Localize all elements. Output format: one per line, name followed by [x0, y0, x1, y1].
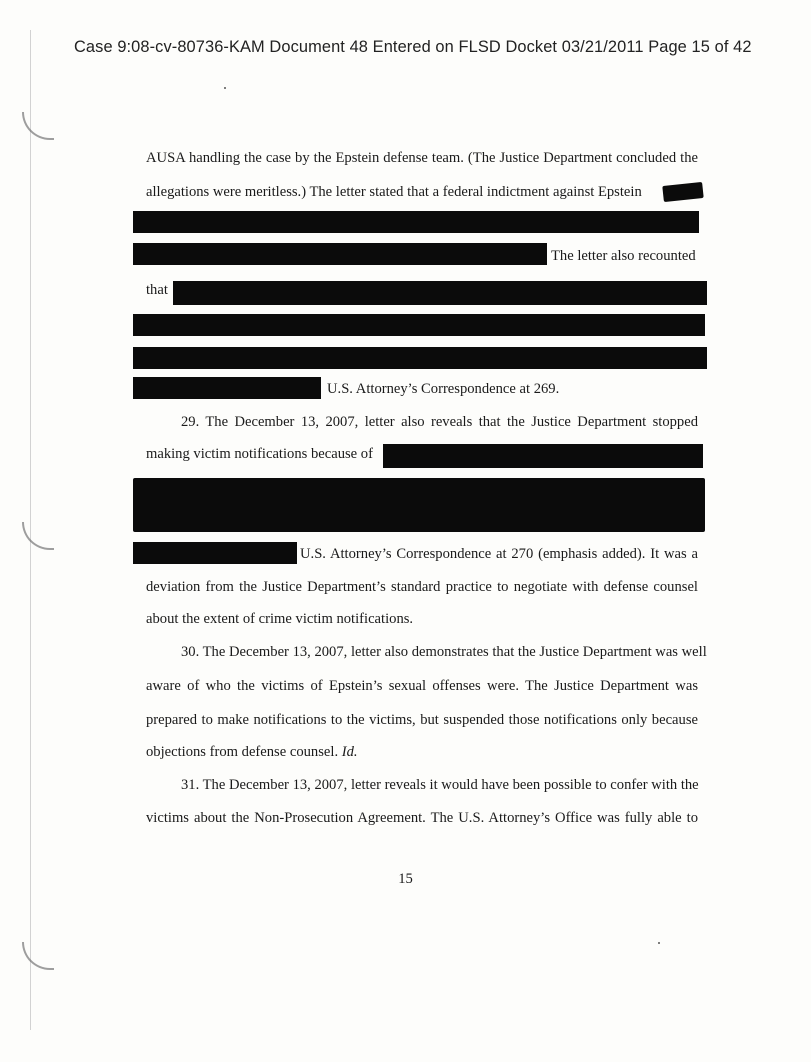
paragraph-31-line: 31. The December 13, 2007, letter reveals it would have been possible to confer with the	[181, 777, 699, 793]
redaction-block	[133, 542, 297, 564]
paragraph-29-line: making victim notifications because of	[146, 446, 373, 462]
paragraph-30-line: 30. The December 13, 2007, letter also demonstrates that the Justice Department was well	[181, 644, 707, 660]
paragraph-30-text: objections from defense counsel.	[146, 744, 339, 760]
redaction-block	[662, 182, 703, 202]
paragraph-30-line: prepared to make notifications to the victims, but suspended those notifications only because	[146, 712, 698, 728]
redaction-block	[133, 478, 705, 532]
scan-speck	[658, 942, 660, 944]
redaction-block	[133, 243, 547, 265]
docket-header: Case 9:08-cv-80736-KAM Document 48 Entered on FLSD Docket 03/21/2011 Page 15 of 42	[74, 38, 752, 56]
paragraph-30-line	[146, 743, 358, 761]
scan-speck	[224, 87, 226, 89]
paragraph-29-line: U.S. Attorney’s Correspondence at 270 (emphasis added). It was a	[300, 546, 698, 562]
paragraph-29-line: 29. The December 13, 2007, letter also reveals that the Justice Department stopped	[181, 414, 698, 430]
redaction-block	[133, 347, 707, 369]
redaction-block	[133, 211, 699, 233]
page-number: 15	[398, 871, 413, 887]
paragraph-31-line: victims about the Non-Prosecution Agreement. The U.S. Attorney’s Office was fully able to	[146, 810, 698, 826]
citation-id: Id.	[341, 744, 358, 760]
redaction-block	[383, 444, 703, 468]
redaction-block	[173, 281, 707, 305]
binder-hole	[22, 522, 54, 550]
paragraph-30-line: aware of who the victims of Epstein’s sexual offenses were. The Justice Department was	[146, 678, 698, 694]
body-line: U.S. Attorney’s Correspondence at 269.	[327, 381, 560, 397]
body-line: that	[146, 282, 168, 298]
body-line: allegations were meritless.) The letter stated that a federal indictment against Epstein	[146, 184, 642, 200]
redaction-block	[133, 377, 321, 399]
paragraph-29-line: about the extent of crime victim notifications.	[146, 611, 414, 627]
binder-hole	[22, 942, 54, 970]
body-line: AUSA handling the case by the Epstein defense team. (The Justice Department concluded the	[146, 150, 698, 166]
redaction-block	[133, 314, 705, 336]
binder-hole	[22, 112, 54, 140]
body-line: The letter also recounted	[551, 248, 696, 264]
paragraph-29-line: deviation from the Justice Department’s standard practice to negotiate with defense counsel	[146, 579, 698, 595]
